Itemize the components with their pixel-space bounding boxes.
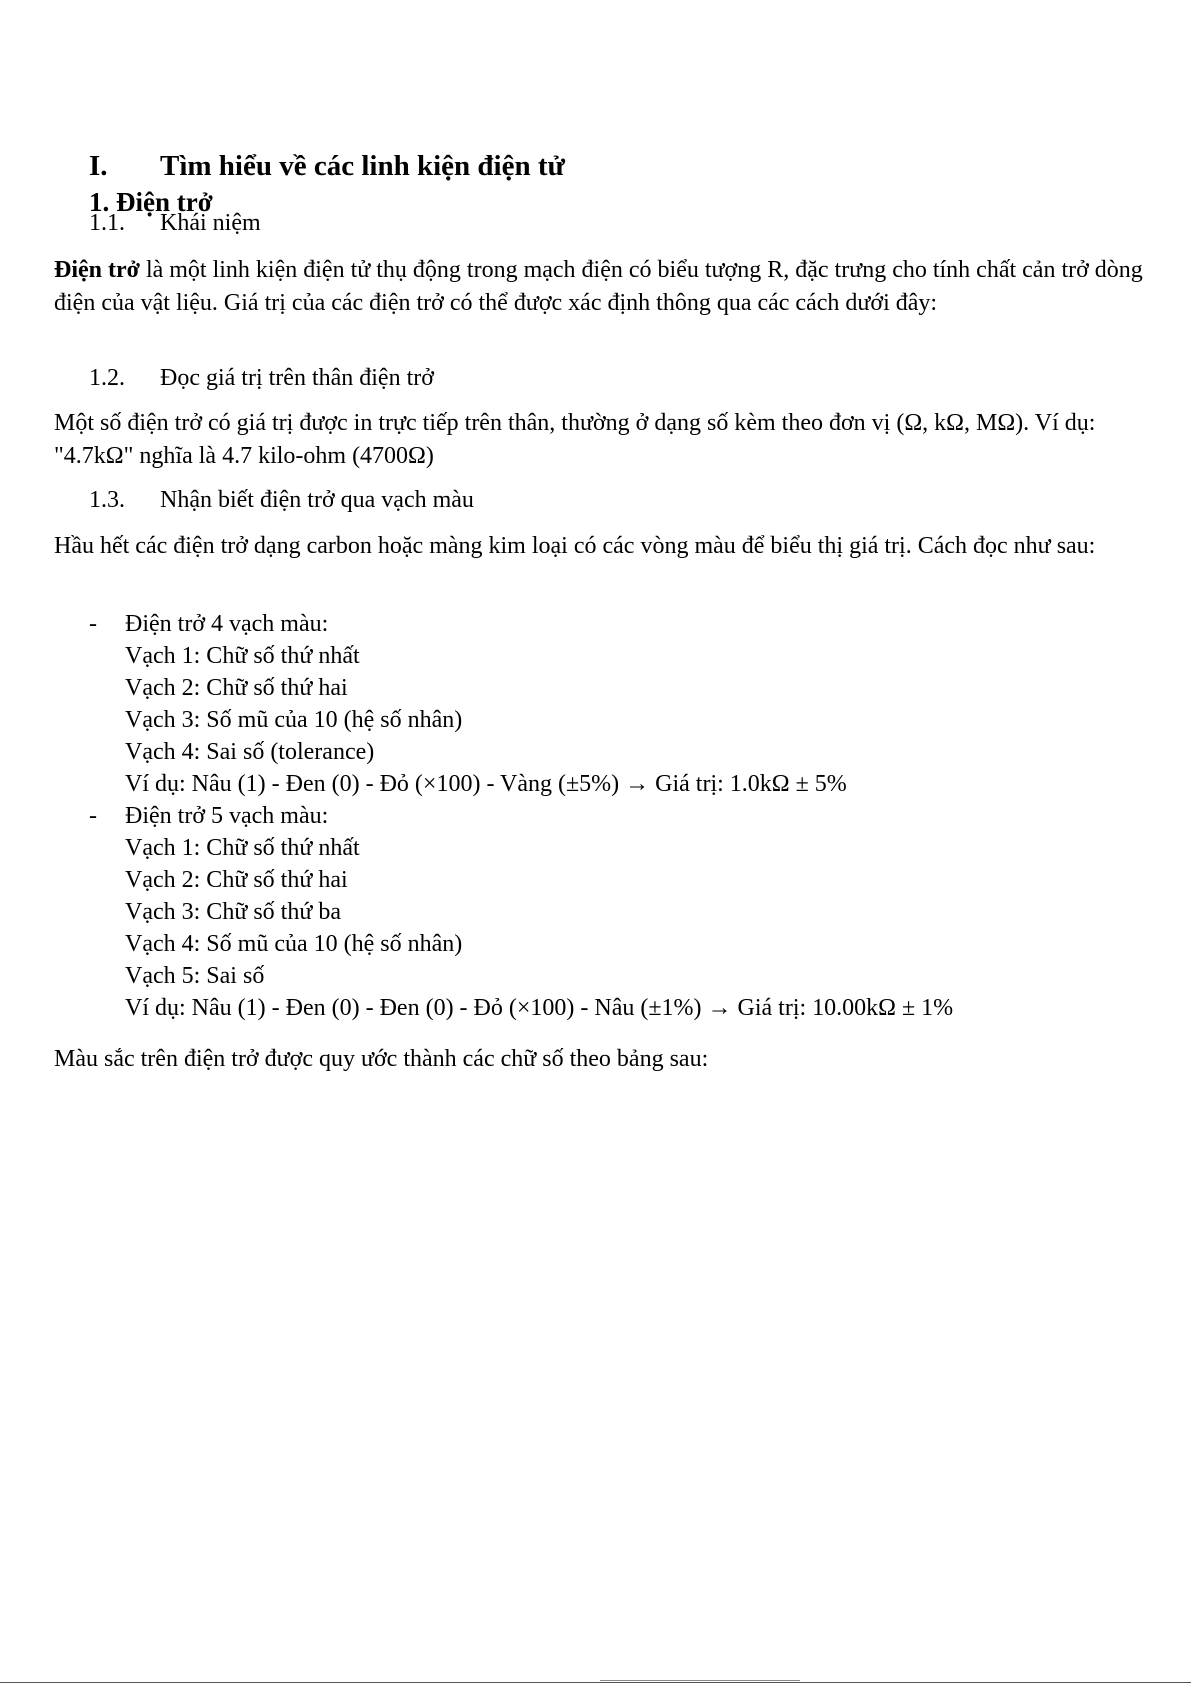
list-item-4band-line: Vạch 4: Sai số (tolerance)	[125, 739, 375, 765]
list-dash-4band: -	[89, 611, 97, 637]
list-item-5band-line: Vạch 3: Chữ số thứ ba	[125, 899, 341, 925]
concept-number: 1.1.	[89, 210, 125, 236]
list-item-4band-line: Vạch 2: Chữ số thứ hai	[125, 675, 348, 701]
list-item-4band-line: Vạch 3: Số mũ của 10 (hệ số nhân)	[125, 707, 463, 733]
concept-paragraph	[54, 254, 1144, 320]
page-bottom-mark	[600, 1680, 800, 1681]
reading-heading: Đọc giá trị trên thân điện trở	[160, 365, 434, 391]
concept-bold-term: Điện trở	[54, 257, 140, 283]
list-item-4band-heading: Điện trở 4 vạch màu:	[125, 611, 329, 637]
section-number: I.	[89, 150, 108, 182]
color-bands-number: 1.3.	[89, 487, 125, 513]
reading-paragraph: Một số điện trở có giá trị được in trực tiếp trên thân, thường ở dạng số kèm theo đơn vị (Ω, kΩ, MΩ). Ví dụ: "4.7kΩ" nghĩa là 4.7 kilo-ohm (4700Ω)	[54, 410, 1096, 469]
list-item-4band-example: Ví dụ: Nâu (1) - Đen (0) - Đỏ (×100) - Vàng (±5%) → Giá trị: 1.0kΩ ± 5%	[125, 771, 847, 797]
color-bands-paragraph: Hầu hết các điện trở dạng carbon hoặc màng kim loại có các vòng màu để biểu thị giá trị. Cách đọc như sau:	[54, 533, 1096, 559]
subsection-title: 1. Điện trở	[89, 187, 213, 217]
list-item-5band-line: Vạch 5: Sai số	[125, 963, 265, 989]
list-item-5band-line: Vạch 2: Chữ số thứ hai	[125, 867, 348, 893]
list-item-5band-heading: Điện trở 5 vạch màu:	[125, 803, 329, 829]
section-title: Tìm hiểu về các linh kiện điện tử	[160, 150, 565, 182]
color-bands-heading: Nhận biết điện trở qua vạch màu	[160, 487, 474, 513]
list-item-5band-example: Ví dụ: Nâu (1) - Đen (0) - Đen (0) - Đỏ (×100) - Nâu (±1%) → Giá trị: 10.00kΩ ± 1%	[125, 995, 954, 1021]
page-bottom-edge	[0, 1682, 1191, 1683]
concept-heading: Khái niệm	[160, 210, 261, 236]
list-item-5band-line: Vạch 4: Số mũ của 10 (hệ số nhân)	[125, 931, 463, 957]
list-dash-5band: -	[89, 803, 97, 829]
reading-number: 1.2.	[89, 365, 125, 391]
concept-body: là một linh kiện điện tử thụ động trong mạch điện có biểu tượng R, đặc trưng cho tính chất cản trở dòng điện của vật liệu. Giá trị của các điện trở có thể được xác định thông qua các cách dưới đây:	[54, 257, 1143, 316]
list-item-5band-line: Vạch 1: Chữ số thứ nhất	[125, 835, 360, 861]
list-item-4band-line: Vạch 1: Chữ số thứ nhất	[125, 643, 360, 669]
color-table-intro: Màu sắc trên điện trở được quy ước thành các chữ số theo bảng sau:	[54, 1046, 709, 1072]
